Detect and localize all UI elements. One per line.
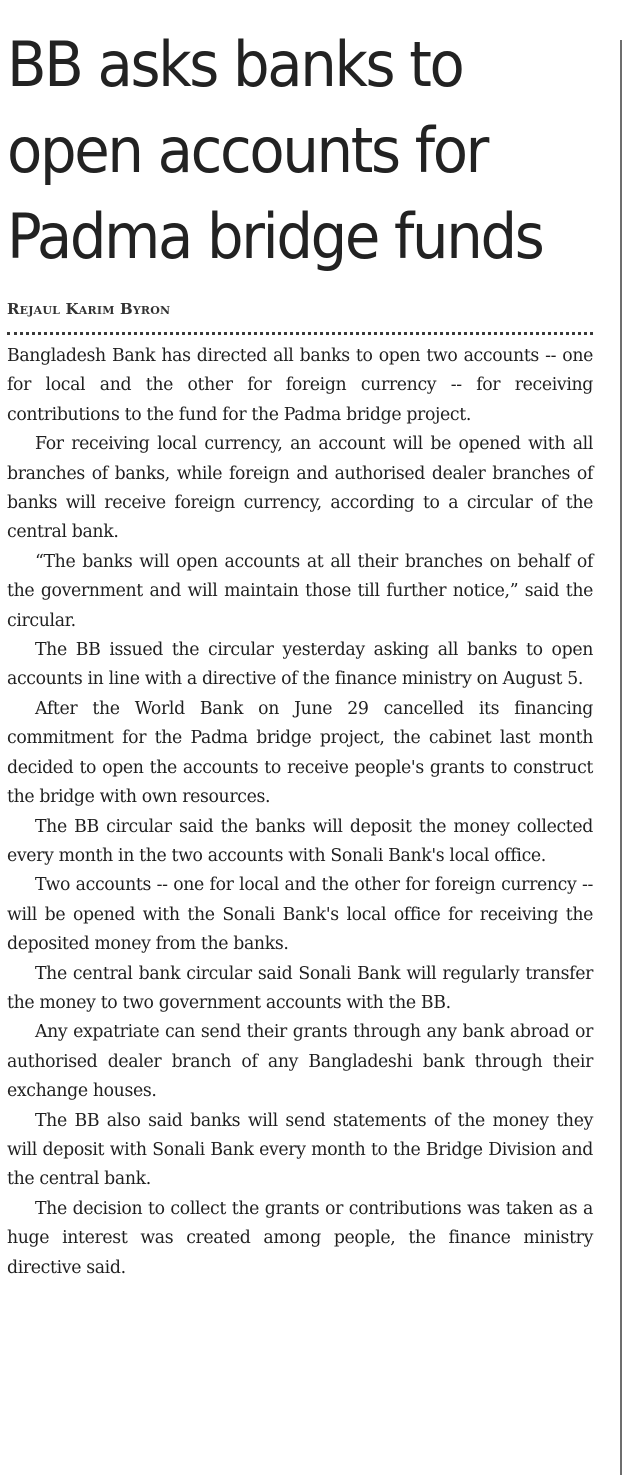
paragraph: After the World Bank on June 29 cancelled its financing commitment for the Padma bridge project, the cabinet last month decided to open the accounts to receive people's grants to construct the bridge with own resources.: [7, 698, 593, 808]
paragraph: Two accounts -- one for local and the other for foreign currency -- will be opened with the Sonali Bank's local office for receiving the deposited money from the banks.: [7, 875, 593, 955]
paragraph: The BB issued the circular yesterday asking all banks to open accounts in line with a directive of the finance ministry on August 5.: [7, 640, 593, 690]
byline-name: Rejaul Karim Byron: [7, 300, 171, 318]
paragraph: The BB circular said the banks will deposit the money collected every month in the two accounts with Sonali Bank's local office.: [7, 816, 593, 866]
headline: BB asks banks to open accounts for Padma bridge funds: [7, 28, 543, 273]
dotted-separator: [7, 332, 593, 335]
paragraph: For receiving local currency, an account will be opened with all branches of banks, while foreign and authorised dealer branches of banks will receive foreign currency, according to a circular of the central bank.: [7, 434, 593, 543]
column-divider: [620, 40, 622, 1475]
news-article: [7, 22, 593, 1283]
paragraph: “The banks will open accounts at all their branches on behalf of the government and will maintain those till further notice,” said the circular.: [7, 551, 593, 631]
paragraph: The central bank circular said Sonali Bank will regularly transfer the money to two government accounts with the BB.: [7, 963, 593, 1013]
paragraph: The decision to collect the grants or contributions was taken as a huge interest was created among people, the finance ministry directive said.: [7, 1198, 593, 1278]
byline: [7, 300, 593, 318]
paragraph: Any expatriate can send their grants through any bank abroad or authorised dealer branch of any Bangladeshi bank through their exchange houses.: [7, 1022, 593, 1102]
paragraph: Bangladesh Bank has directed all banks to open two accounts -- one for local and the other for foreign currency -- for receiving contributions to the fund for the Padma bridge project.: [7, 346, 593, 425]
paragraph: The BB also said banks will send statements of the money they will deposit with Sonali Bank every month to the Bridge Division and the central bank.: [7, 1110, 593, 1190]
article-body: [7, 342, 593, 1283]
